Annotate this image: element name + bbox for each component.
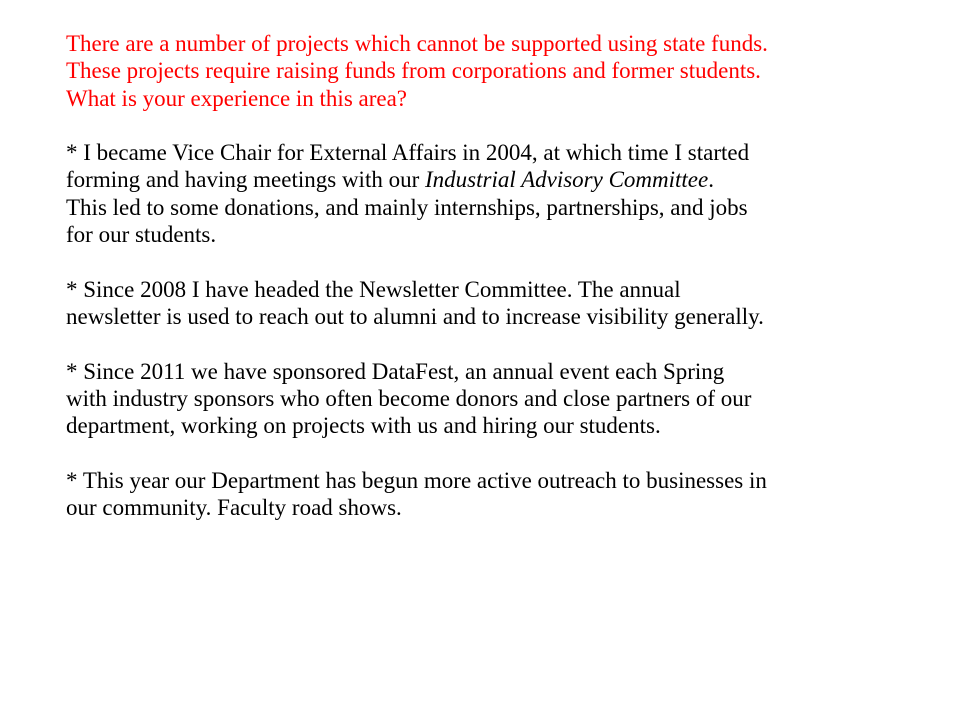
question-line: What is your experience in this area? — [66, 85, 408, 111]
bullet-line: our community. Faculty road shows. — [66, 495, 402, 521]
bullet-external-affairs — [66, 139, 946, 248]
bullet-outreach — [66, 467, 946, 522]
bullet-line — [66, 166, 946, 193]
question-line: There are a number of projects which cannot be supported using state funds. — [66, 31, 768, 56]
question-text — [66, 30, 946, 112]
bullet-datafest — [66, 358, 946, 440]
bullet-line: This led to some donations, and mainly internships, partnerships, and jobs — [66, 194, 748, 220]
slide-content — [66, 30, 946, 521]
bullet-line: department, working on projects with us and hiring our students. — [66, 413, 661, 439]
bullet-newsletter — [66, 276, 946, 331]
bullet-line: * I became Vice Chair for External Affairs in 2004, at which time I started — [66, 140, 750, 166]
bullet-line: * This year our Department has begun more active outreach to businesses in — [66, 467, 767, 493]
question-line: These projects require raising funds from corporations and former students. — [66, 58, 761, 84]
bullet-line: newsletter is used to reach out to alumni and to increase visibility generally. — [66, 303, 764, 329]
bullet-line: for our students. — [66, 222, 217, 248]
bullet-line: * Since 2011 we have sponsored DataFest, an annual event each Spring — [66, 358, 725, 384]
bullet-text: forming and having meetings with our — [66, 167, 425, 193]
bullet-line: * Since 2008 I have headed the Newsletter Committee. The annual — [66, 276, 681, 302]
committee-name: Industrial Advisory Committee — [425, 167, 709, 193]
bullet-text: . — [708, 167, 714, 193]
bullet-line: with industry sponsors who often become donors and close partners of our — [66, 385, 752, 411]
